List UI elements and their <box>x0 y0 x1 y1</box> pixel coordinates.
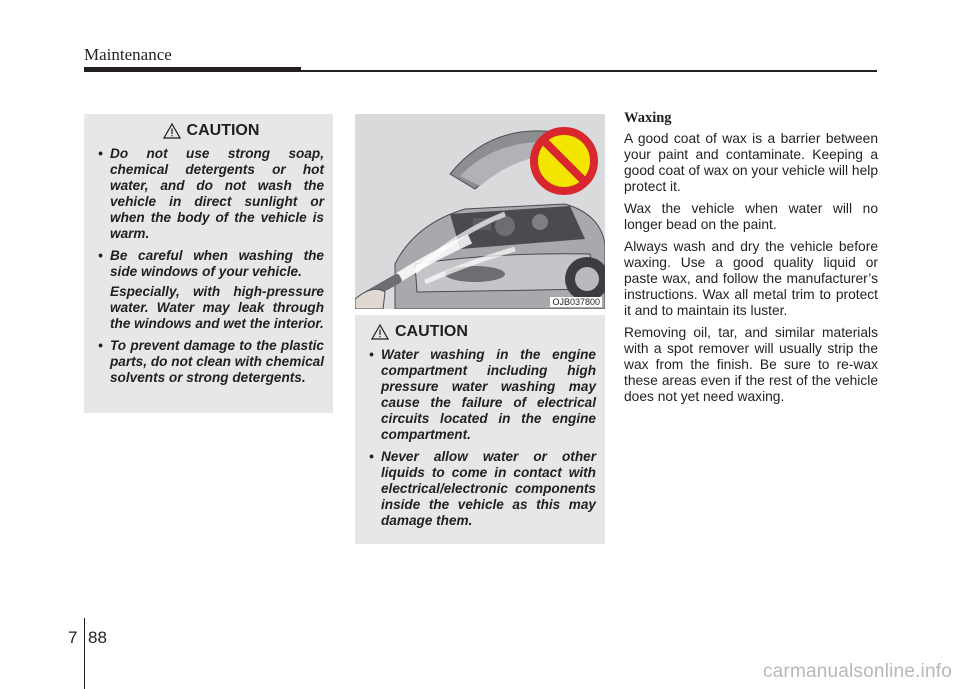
caution-item <box>98 248 324 280</box>
prohibition-icon <box>529 126 599 196</box>
paragraph: Always wash and dry the vehicle before waxing. Use a good quality liquid or paste wax, and follow the manufacturer’s instructions. Wax all metal trim to protect it and to maintain its luster. <box>624 239 878 318</box>
caution-box-washing <box>84 114 333 413</box>
bullet: • <box>369 449 374 464</box>
caution-item-text: Do not use strong soap, chemical detergents or hot water, and do not wash the vehicle in direct sunlight or when the body of the vehicle is warm. <box>110 146 324 241</box>
caution-heading <box>371 323 596 341</box>
paragraph: Removing oil, tar, and similar materials with a spot remover will usually strip the wax from the finish. Be sure to re-wax these areas even if the rest of the vehicle does not yet need waxing. <box>624 325 878 404</box>
caution-sub-paragraph: Especially, with high-pressure water. Water may leak through the windows and wet the interior. <box>110 284 324 331</box>
warning-triangle-icon <box>371 324 389 340</box>
caution-item <box>369 449 596 529</box>
caution-title: CAUTION <box>186 122 260 139</box>
caution-list <box>369 347 596 529</box>
paragraph: A good coat of wax is a barrier between your paint and contaminate. Keeping a good coat of wax on your vehicle will help protect it. <box>624 131 878 194</box>
caution-list <box>98 146 324 386</box>
chapter-number: 7 <box>68 628 78 647</box>
bullet: • <box>369 347 374 362</box>
engine-wash-illustration <box>355 114 605 309</box>
waxing-section <box>624 110 878 411</box>
caution-item-text: Be careful when washing the side windows of your vehicle. <box>110 248 324 279</box>
page-number: 88 <box>88 628 107 647</box>
caution-item <box>98 146 324 242</box>
header-rule-thick <box>84 67 301 72</box>
caution-title: CAUTION <box>395 323 468 340</box>
caution-heading <box>98 122 324 140</box>
caution-item-text: Never allow water or other liquids to come in contact with electrical/electronic components inside the vehicle as this may damage them. <box>381 449 596 528</box>
caution-item-text: Water washing in the engine compartment including high pressure water washing may cause the failure of electrical circuits located in the engine compartment. <box>381 347 596 442</box>
header-rule-thin <box>301 70 877 72</box>
caution-box-engine <box>355 315 605 544</box>
page-header-title: Maintenance <box>84 45 172 64</box>
figure-code: OJB037800 <box>552 297 600 307</box>
caution-item <box>369 347 596 443</box>
bullet: • <box>98 146 103 161</box>
watermark: carmanualsonline.info <box>762 661 952 682</box>
footer-rule <box>84 618 85 689</box>
paragraph: Wax the vehicle when water will no longer bead on the paint. <box>624 201 878 232</box>
bullet: • <box>98 248 103 263</box>
caution-item-text: To prevent damage to the plastic parts, do not clean with chemical solvents or strong detergents. <box>110 338 324 385</box>
bullet: • <box>98 338 103 353</box>
caution-item <box>98 338 324 386</box>
warning-triangle-icon <box>163 123 181 139</box>
section-title: Waxing <box>624 110 672 126</box>
